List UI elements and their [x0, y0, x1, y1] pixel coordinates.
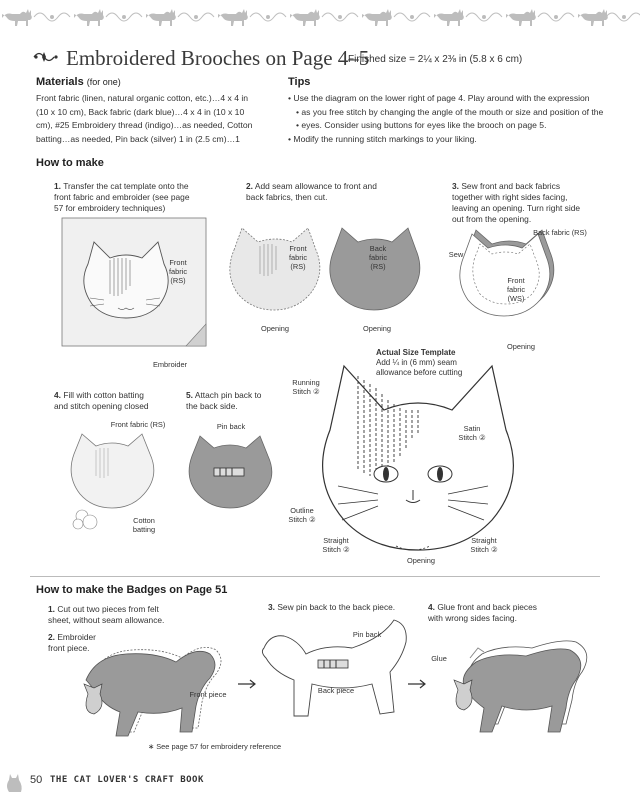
label-back-fabric-rs-inline: Back fabric (RS)	[533, 228, 587, 237]
arrow-right-icon	[406, 678, 430, 690]
step-1-text: 1. Transfer the cat template onto the front fabric and embroider (see page 57 for embroidery techniques)	[54, 181, 190, 213]
tip-item: • Modify the running stitch markings to your liking.	[288, 133, 608, 147]
label-front-fabric-rs-2: Front fabric (RS)	[288, 244, 308, 271]
step-3-text: 3. Sew front and back fabrics together with right sides facing, leaving an opening. Turn right side out from the opening.	[452, 181, 581, 224]
materials-line: cm), #25 Embroidery thread (indigo)…as needed, Cotton	[36, 120, 253, 130]
badges-heading: How to make the Badges on Page 51	[36, 584, 228, 596]
actual-size-template-illustration	[318, 360, 518, 560]
label-back-fabric-rs: Back fabric (RS)	[368, 244, 388, 271]
materials-line: Front fabric (linen, natural organic cotton, etc.)…4 x 4 in	[36, 93, 249, 103]
label-straight-stitch-right: Straight Stitch ②	[470, 536, 498, 554]
tip-item: • Use the diagram on the lower right of page 4. Play around with the expression	[288, 92, 608, 106]
badge-step-4-text: 4. Glue front and back pieces with wrong sides facing.	[428, 602, 537, 623]
materials-text	[36, 92, 286, 146]
badge-step-1-text: 1. Cut out two pieces from felt sheet, without seam allowance.	[48, 604, 165, 625]
label-embroider: Embroider	[152, 360, 188, 369]
materials-line: (10 x 10 cm), Back fabric (dark blue)…4 x 4 in (10 x 10	[36, 106, 245, 117]
badge-step-3-text: 3. Sew pin back to the back piece.	[268, 602, 396, 612]
label-back-piece: Back piece	[317, 686, 355, 695]
label-cotton-batting: Cotton batting	[132, 516, 156, 534]
step-4-text: 4. Fill with cotton batting and stitch opening closed	[54, 390, 149, 411]
tips-heading: Tips	[288, 76, 311, 88]
sitting-cat-silhouette-icon	[4, 770, 26, 796]
label-straight-stitch-left: Straight Stitch ②	[322, 536, 350, 554]
label-front-piece: Front piece	[189, 690, 227, 699]
page-footer	[4, 770, 304, 796]
step-2-text: 2. Add seam allowance to front and back fabrics, then cut.	[246, 181, 377, 202]
how-to-make-heading: How to make	[36, 157, 104, 169]
label-pin-back-badge: Pin back	[352, 630, 382, 639]
title-row	[32, 46, 622, 70]
label-pin-back: Pin back	[216, 422, 246, 431]
label-satin-stitch: Satin Stitch ②	[458, 424, 486, 442]
step-5-illustration	[186, 432, 276, 512]
tip-item: • eyes. Consider using buttons for eyes like the brooch on page 5.	[288, 119, 608, 133]
label-glue: Glue	[431, 654, 447, 663]
materials-heading-text: Materials	[36, 76, 84, 88]
materials-heading-note: (for one)	[86, 77, 121, 87]
label-template-opening: Opening	[407, 556, 435, 565]
tip-item: • as you free stitch by changing the angle of the mouth or size and position of the	[288, 106, 608, 120]
badge-step-4-illustration	[430, 628, 610, 748]
badge-step-3-illustration	[258, 618, 418, 736]
section-divider	[30, 576, 600, 577]
page-title: Embroidered Brooches on Page 4–5	[66, 46, 370, 70]
finished-size: Finished size = 2¼ x 2⅜ in (5.8 x 6 cm)	[348, 54, 523, 65]
label-opening-1: Opening	[261, 324, 289, 333]
label-sew: Sew	[448, 250, 464, 259]
template-note: Add ¼ in (6 mm) seam allowance before cutting	[376, 358, 463, 377]
materials-heading	[36, 76, 121, 88]
template-title: Actual Size Template	[376, 348, 456, 357]
materials-line: batting…as needed, Pin back (silver) 1 in (2.5 cm)…1	[36, 133, 240, 144]
label-running-stitch: Running Stitch ②	[292, 378, 320, 396]
label-opening-2: Opening	[363, 324, 391, 333]
step-2-illustration	[226, 224, 426, 324]
step-5-text: 5. Attach pin back to the back side.	[186, 390, 262, 411]
step-1-illustration	[60, 216, 220, 356]
scroll-ornament-icon	[32, 50, 60, 64]
badge-step-2-text: 2. Embroider front piece.	[48, 632, 96, 653]
label-outline-stitch: Outline Stitch ②	[288, 506, 316, 524]
tips-list	[288, 92, 608, 146]
label-opening-3: Opening	[507, 342, 535, 351]
page-number: 50	[30, 774, 43, 786]
label-front-fabric-rs-inline: Front fabric (RS)	[110, 420, 166, 429]
embroidery-reference-note: ∗ See page 57 for embroidery reference	[148, 742, 282, 751]
book-title: THE CAT LOVER'S CRAFT BOOK	[50, 775, 204, 785]
label-front-fabric-ws: Front fabric (WS)	[506, 276, 526, 303]
walking-cat-border-icon	[0, 4, 640, 30]
arrow-right-icon	[236, 678, 260, 690]
label-front-fabric-rs: Front fabric (RS)	[168, 258, 188, 285]
